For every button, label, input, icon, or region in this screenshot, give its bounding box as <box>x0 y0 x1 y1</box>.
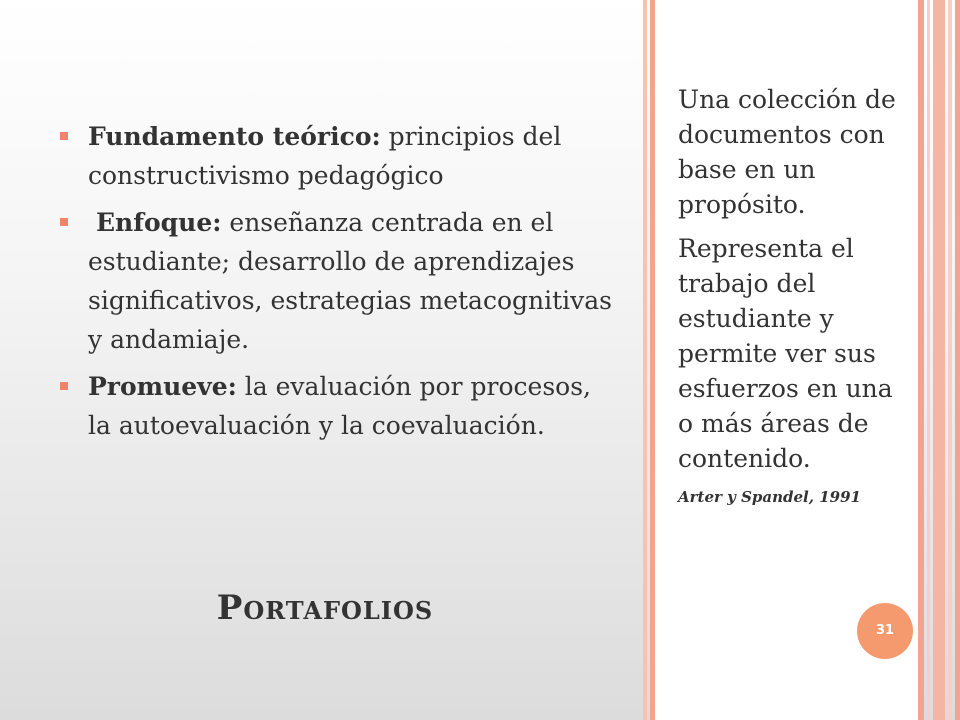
bullet-term: Fundamento teórico: <box>88 122 381 151</box>
bullet-text: enseñanza centrada en el estudiante; desarrollo de aprendizajes significativos, estrategias metacognitivas y andamiaje. <box>88 208 612 354</box>
decor-line <box>927 0 930 720</box>
bullet-term: Enfoque: <box>96 208 222 237</box>
page-number-badge: 31 <box>857 603 913 659</box>
bullet-item <box>58 117 618 195</box>
bullet-list <box>58 117 618 453</box>
bullet-item <box>58 203 618 359</box>
decor-line <box>948 0 952 720</box>
title-initial: P <box>216 588 244 628</box>
citation: Arter y Spandel, 1991 <box>678 488 861 506</box>
bullet-text: principios del constructivismo pedagógico <box>88 122 562 190</box>
definition-panel <box>678 82 913 506</box>
bullet-text: la evaluación por procesos, la autoevaluación y la coevaluación. <box>88 372 591 440</box>
definition-paragraph-2: Representa el trabajo del estudiante y permite ver sus esfuerzos en una o más áreas de contenido. <box>678 234 893 473</box>
bullet-marker-icon <box>60 132 68 140</box>
decor-line <box>918 0 924 720</box>
decor-line <box>933 0 945 720</box>
decor-line <box>650 0 655 720</box>
bullet-item <box>58 367 618 445</box>
bullet-term: Promueve: <box>88 372 237 401</box>
slide-title <box>0 588 650 628</box>
title-rest: ORTAFOLIOS <box>243 596 434 625</box>
definition-paragraph-1: Una colección de documentos con base en un propósito. <box>678 85 896 219</box>
decor-line <box>955 0 960 720</box>
bullet-marker-icon <box>60 382 68 390</box>
bullet-marker-icon <box>60 218 68 226</box>
